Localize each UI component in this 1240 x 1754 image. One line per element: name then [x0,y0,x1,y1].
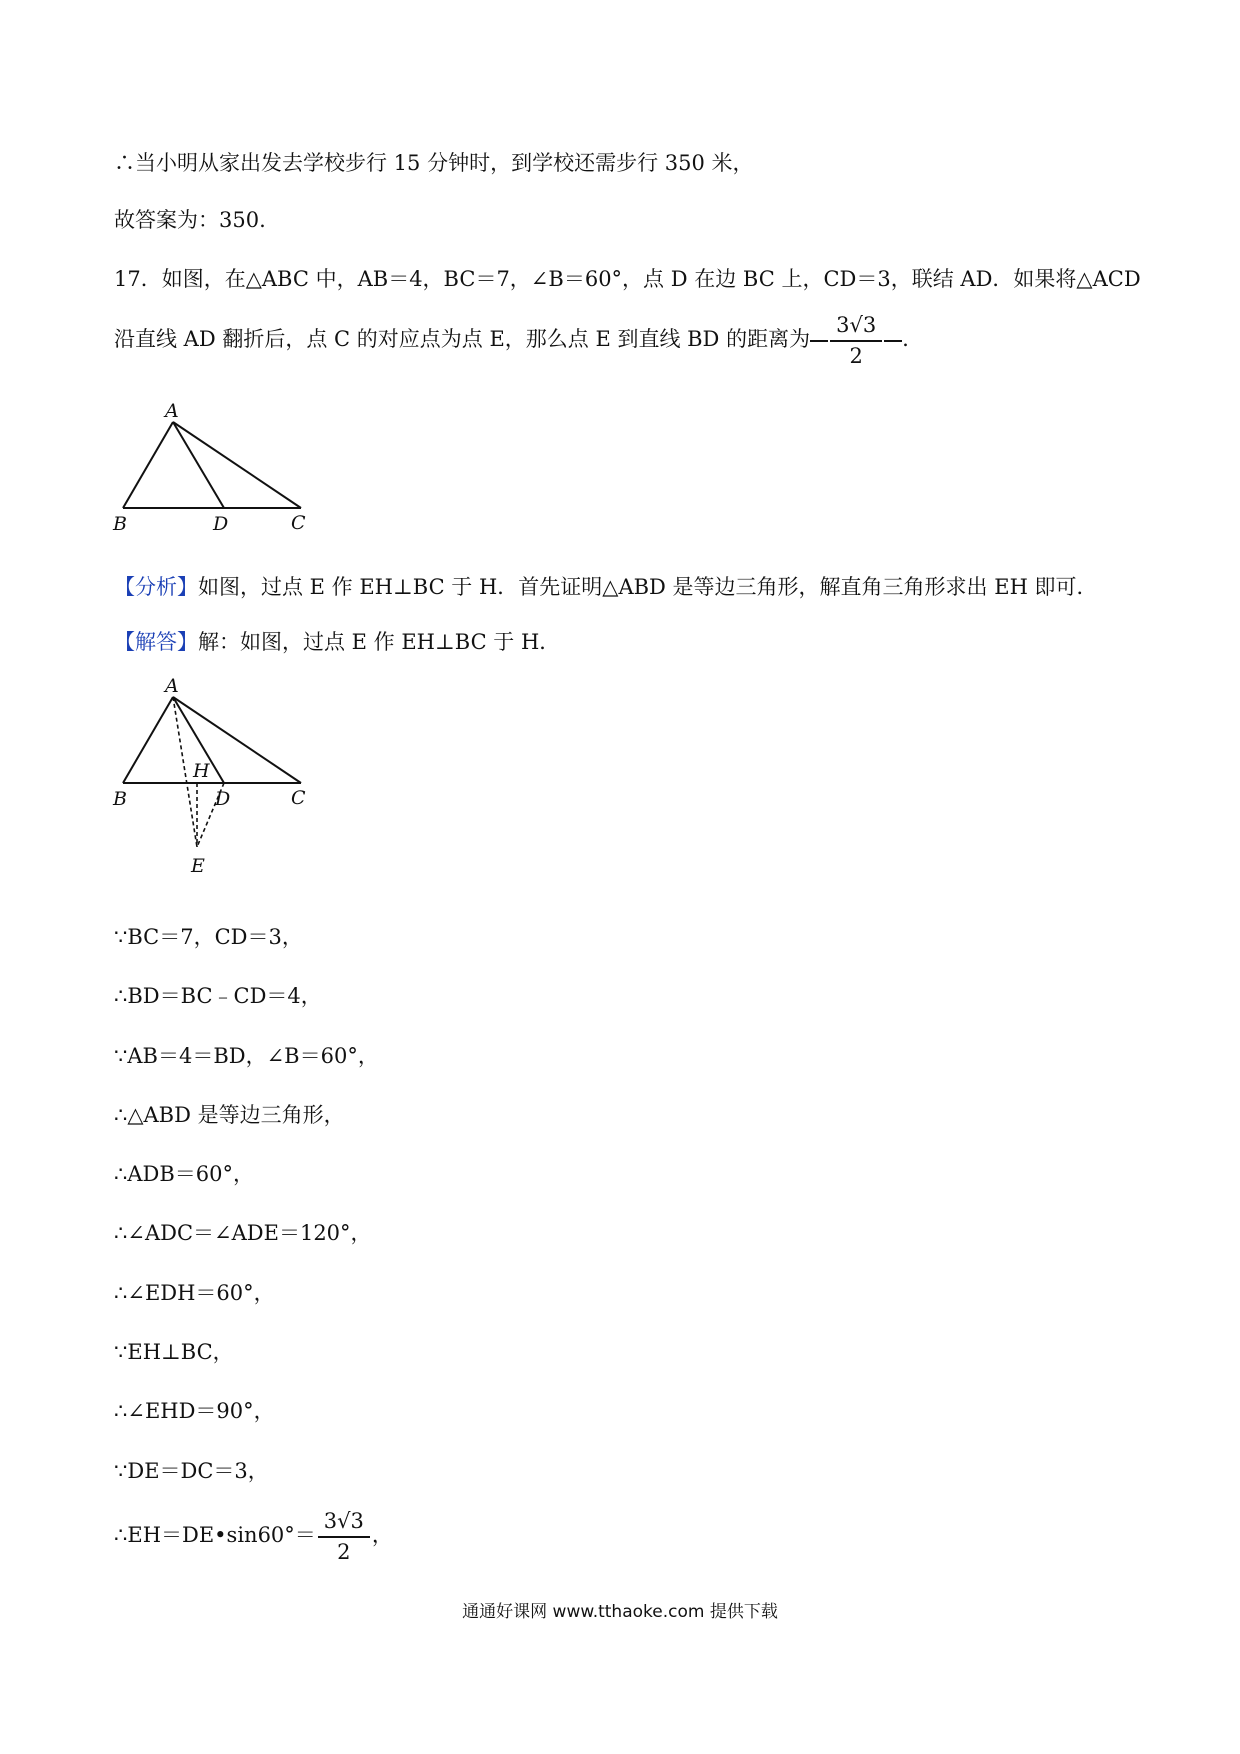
text-line-1: ∴当小明从家出发去学校步行 15 分钟时，到学校还需步行 350 米， [114,151,754,175]
step-1: ∵BC＝7，CD＝3， [114,925,303,949]
step-7: ∴∠EDH＝60°， [114,1281,275,1305]
step-4: ∴△ABD 是等边三角形， [114,1103,345,1127]
question-17-line-2-text: 沿直线 AD 翻折后，点 C 的对应点为点 E，那么点 E 到直线 BD 的距离为 [114,327,811,351]
segment-ac [173,422,301,508]
step-8: ∵EH⊥BC， [114,1340,234,1364]
label-a-2: A [165,675,179,697]
label-h: H [193,760,210,782]
segment-ab-2 [123,697,173,783]
step-11-text: ∴EH＝DE•sin60°＝ [114,1523,316,1547]
question-17-line-2-end: ． [902,327,924,351]
analysis-tag: 【分析】 [114,575,198,599]
result-numerator: 3√3 [318,1508,370,1538]
answer-denominator: 2 [849,344,863,368]
text-line-2: 故答案为：350. [114,208,266,232]
step-10: ∵DE＝DC＝3， [114,1459,269,1483]
segment-ab [123,422,173,508]
answer-blank-right [884,340,902,342]
step-9: ∴∠EHD＝90°， [114,1399,275,1423]
step-5: ∴ADB＝60°， [114,1162,255,1186]
label-b: B [113,513,127,535]
step-11 [114,1508,393,1565]
solution-text: 解：如图，过点 E 作 EH⊥BC 于 H． [198,630,561,654]
step-3: ∵AB＝4＝BD，∠B＝60°， [114,1044,379,1068]
label-c-2: C [291,787,306,809]
result-denominator: 2 [337,1540,351,1564]
step-2: ∴BD＝BC﹣CD＝4， [114,984,322,1008]
figure-triangle-abc [105,400,315,535]
step-6: ∴∠ADC＝∠ADE＝120°， [114,1221,372,1245]
label-b-2: B [113,788,127,810]
result-fraction [318,1508,370,1565]
page-footer: 通通好课网 www.tthaoke.com 提供下载 [462,1602,778,1622]
label-d: D [213,513,229,535]
analysis-text: 如图，过点 E 作 EH⊥BC 于 H．首先证明△ABD 是等边三角形，解直角三角形求出 EH 即可． [198,575,1098,599]
label-a: A [165,400,179,422]
step-11-end: ， [371,1523,393,1547]
question-17-line-1: 17．如图，在△ABC 中，AB＝4，BC＝7，∠B＝60°，点 D 在边 BC 上，CD＝3，联结 AD．如果将△ACD [114,267,1141,291]
label-e: E [191,855,205,875]
analysis-line [114,572,1098,602]
answer-blank-left [810,340,828,342]
answer-fraction [830,312,882,369]
figure-triangle-with-fold [105,675,315,875]
solution-line [114,627,560,657]
question-17-line-2 [114,312,923,369]
segment-ad [173,422,224,508]
label-c: C [291,512,306,534]
label-d-2: D [215,788,231,810]
answer-numerator: 3√3 [830,312,882,342]
solution-tag: 【解答】 [114,630,198,654]
